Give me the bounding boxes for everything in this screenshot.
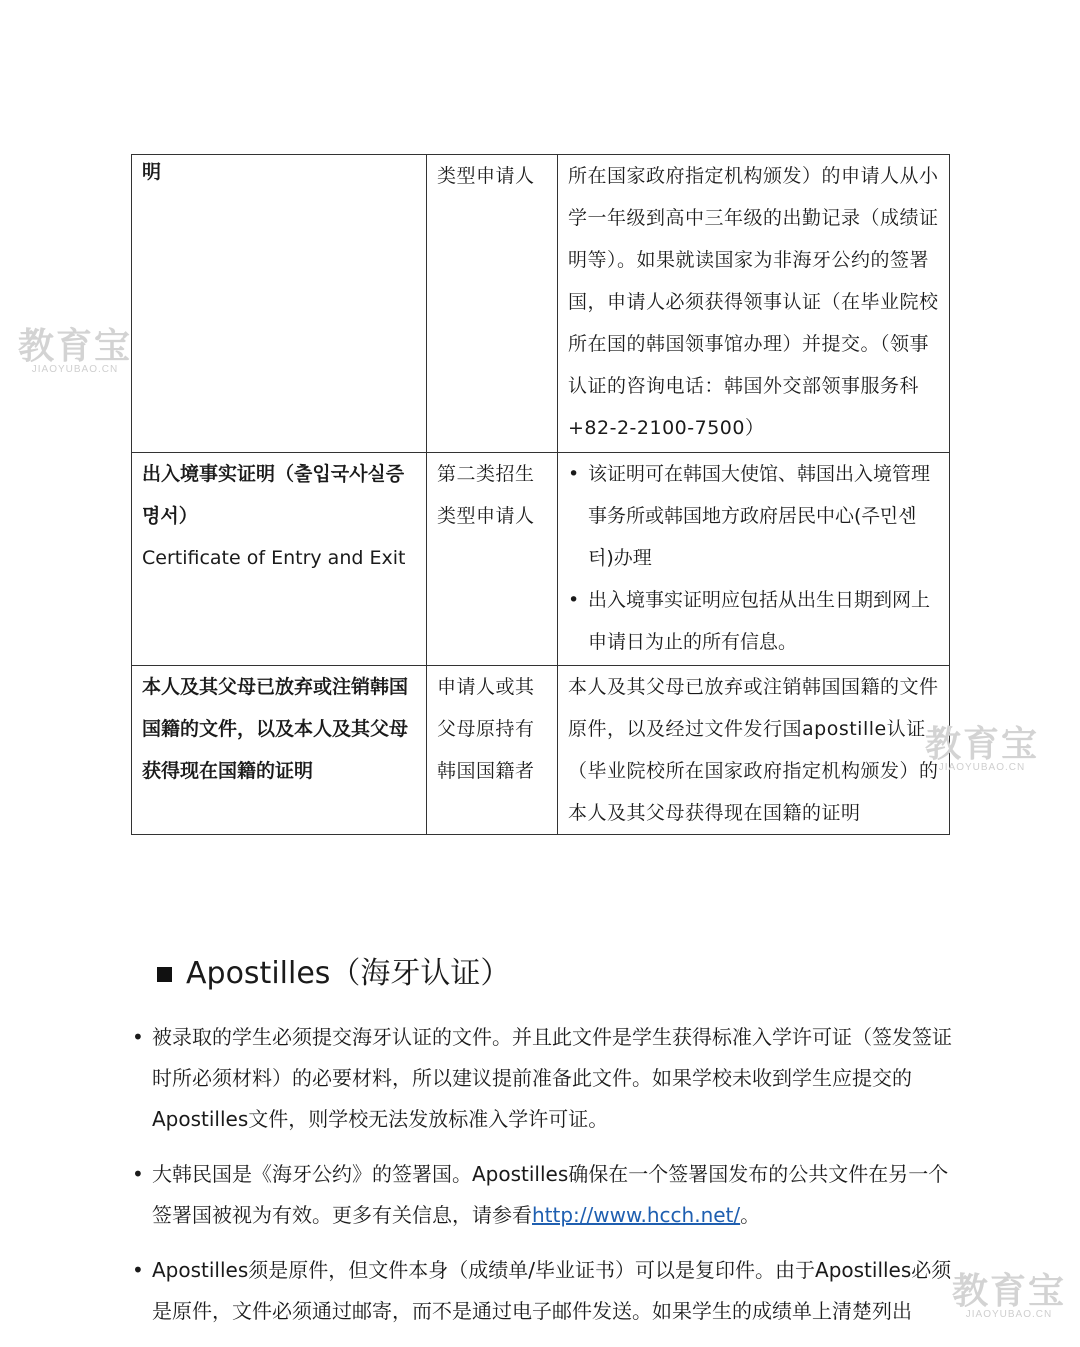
list-item: • 出入境事实证明应包括从出生日期到网上申请日为止的所有信息。 [568,579,939,663]
requirements-table [131,154,950,835]
section-heading [157,950,510,998]
list-item: • 被录取的学生必须提交海牙认证的文件。并且此文件是学生获得标准入学许可证（签发签证时所必须材料）的必要材料，所以建议提前准备此文件。如果学校未收到学生应提交的Apostilles文件，则学校无法发放标准入学许可证。 [130,1017,952,1140]
document-title: 出入境事实证明（출입국사실증명서） [142,463,405,527]
description-cell: 本人及其父母已放弃或注销韩国国籍的文件原件，以及经过文件发行国apostille认证（毕业院校所在国家政府指定机构颁发）的本人及其父母获得现在国籍的证明 [558,666,950,835]
square-bullet-icon [157,967,172,982]
watermark-logo: 教育宝 JIAOYUBAO.CN [18,325,133,375]
document-english-title: Certificate of Entry and Exit [142,547,406,569]
document-name-cell: 明 [132,155,427,453]
document-name-cell [132,453,427,666]
document-name-cell: 本人及其父母已放弃或注销韩国国籍的文件，以及本人及其父母获得现在国籍的证明 [132,666,427,835]
list-item: • 该证明可在韩国大使馆、韩国出入境管理事务所或韩国地方政府居民中心(주민센터)办理 [568,453,939,579]
table-row [132,666,950,835]
apostille-paragraphs [130,1017,952,1346]
hcch-link[interactable]: http://www.hcch.net/ [532,1203,741,1227]
watermark-logo: 教育宝 JIAOYUBAO.CN [952,1270,1067,1320]
bullet-list [568,453,939,663]
description-cell: 所在国家政府指定机构颁发）的申请人从小学一年级到高中三年级的出勤记录（成绩证明等）。如果就读国家为非海牙公约的签署国，申请人必须获得领事认证（在毕业院校所在国的韩国领事馆办理）并提交。（领事认证的咨询电话：韩国外交部领事服务科 +82-2-2100-7500） [558,155,950,453]
description-cell [558,453,950,666]
applicant-type-cell: 类型申请人 [427,155,558,453]
list-item: • Apostilles须是原件，但文件本身（成绩单/毕业证书）可以是复印件。由于Apostilles必须是原件，文件必须通过邮寄，而不是通过电子邮件发送。如果学生的成绩单上清楚列出 [130,1250,952,1332]
applicant-type-cell: 第二类招生类型申请人 [427,453,558,666]
watermark-logo: 教育宝 JIAOYUBAO.CN [925,723,1040,773]
table-row [132,155,950,453]
section-title: Apostilles（海牙认证） [186,956,511,991]
applicant-type-cell: 申请人或其父母原持有韩国国籍者 [427,666,558,835]
table-row [132,453,950,666]
list-item: • 大韩民国是《海牙公约》的签署国。Apostilles确保在一个签署国发布的公共文件在另一个签署国被视为有效。更多有关信息，请参看http://www.hcch.net/。 [130,1154,952,1236]
